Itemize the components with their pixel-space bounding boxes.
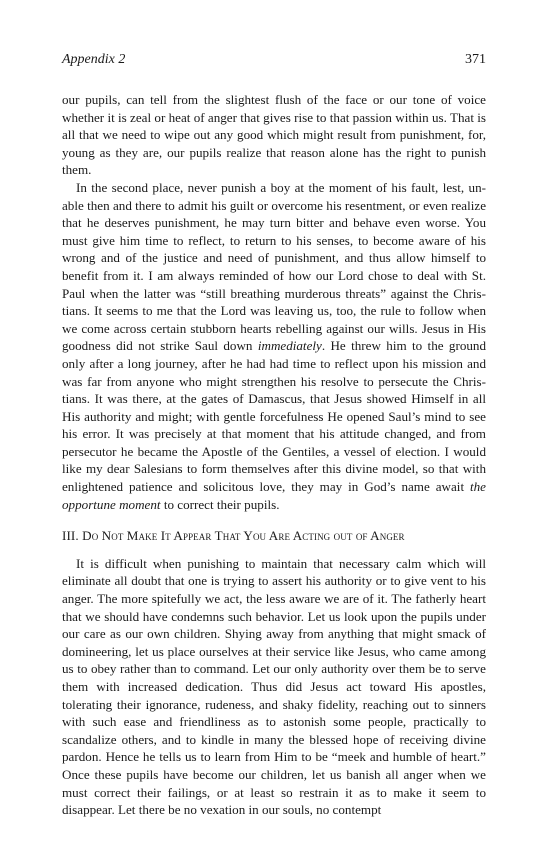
text-run: It is difficult when punishing to maintain that necessary calm which will eliminate all doubt that one is trying to assert his authority or to give vent to his anger. The more spitefully we act, the less aware we are of it. The fatherly heart that we should have condemns such behavior. Let us look upon the pupils under our care as our own children. Shying away from anything that might smack of domineering, let us place ourselves at their service like Jesus, who came among us to obey rather than to command. Let our only authority over them be to serve them with increased dedication. Thus did Jesus act toward His apostles, tolerating their ignorance, rudeness, and shaky fidelity, reaching out to sinners with such ease and friendliness as to astonish some people, practically to scandalize others, and to kindle in many the blessed hope of receiving divine pardon. Hence he tells us to learn from Him to be “meek and humble of heart.” Once these pupils have become our children, let us banish all anger when we must correct their failings, or at least so restrain it as to make it seem to disappear. Let there be no vexation in our souls, no contempt [62,555,486,818]
emphasis-text: the opportune moment [62,479,486,512]
running-head-title: Appendix 2 [62,52,126,67]
page-number: 371 [465,52,486,67]
text-run: In the second place, never punish a boy at the moment of his fault, lest, unable then and there to admit his guilt or overcome his resentment, or even realize that he deserves punishment, he may turn bitter and behave even worse. You must give him time to reflect, to return to his senses, to become aware of his wrong and of the justice and need of punishment, and thus allow himself to benefit from it. I am always reminded of how our Lord chose to deal with St. Paul when the latter was “still breathing murderous threats” against the Christians. It seems to me that the Lord was leaving us, too, the rule to follow when we come across certain stubborn hearts rebelling against our wills. Jesus in His goodness did not strike Saul down [62,179,486,354]
section-heading-title: Do Not Make It Appear That You Are Acting out of Anger [82,528,405,544]
text-run: . He threw him to the ground only after a long journey, after he had had time to reflect upon his mission and was far from anyone who might strengthen his resolve to persecute the Christians. It was there, at the gates of Damascus, that Jesus showed Himself in all His authority and might; with gentle forcefulness He opened Saul’s mind to see his error. It was precisely at that moment that his attitude changed, and from persecutor he became the Apostle of the Gentiles, a vessel of election. I would like my dear Salesians to form themselves after this divine model, so that with enlightened patience and solicitous love, they may in God’s name await [62,338,487,495]
paragraph-anger [62,555,486,819]
emphasis-text: immediately [257,338,322,354]
section-heading-numeral: III. [62,528,79,544]
paragraph-punish-timing [62,179,486,513]
paragraph-continuation [62,91,486,179]
running-head [62,52,486,74]
text-run: to correct their pupils. [160,496,280,512]
book-page [62,52,486,819]
section-heading [62,527,486,545]
text-run: our pupils, can tell from the slightest flush of the face or our tone of voice whether it is zeal or heat of anger that gives rise to that passion within us. That is all that we need to wipe out any good which might result from punishment, for, young as they are, our pupils realize that reason alone has the right to punish them. [62,92,486,178]
body-text [62,91,486,819]
